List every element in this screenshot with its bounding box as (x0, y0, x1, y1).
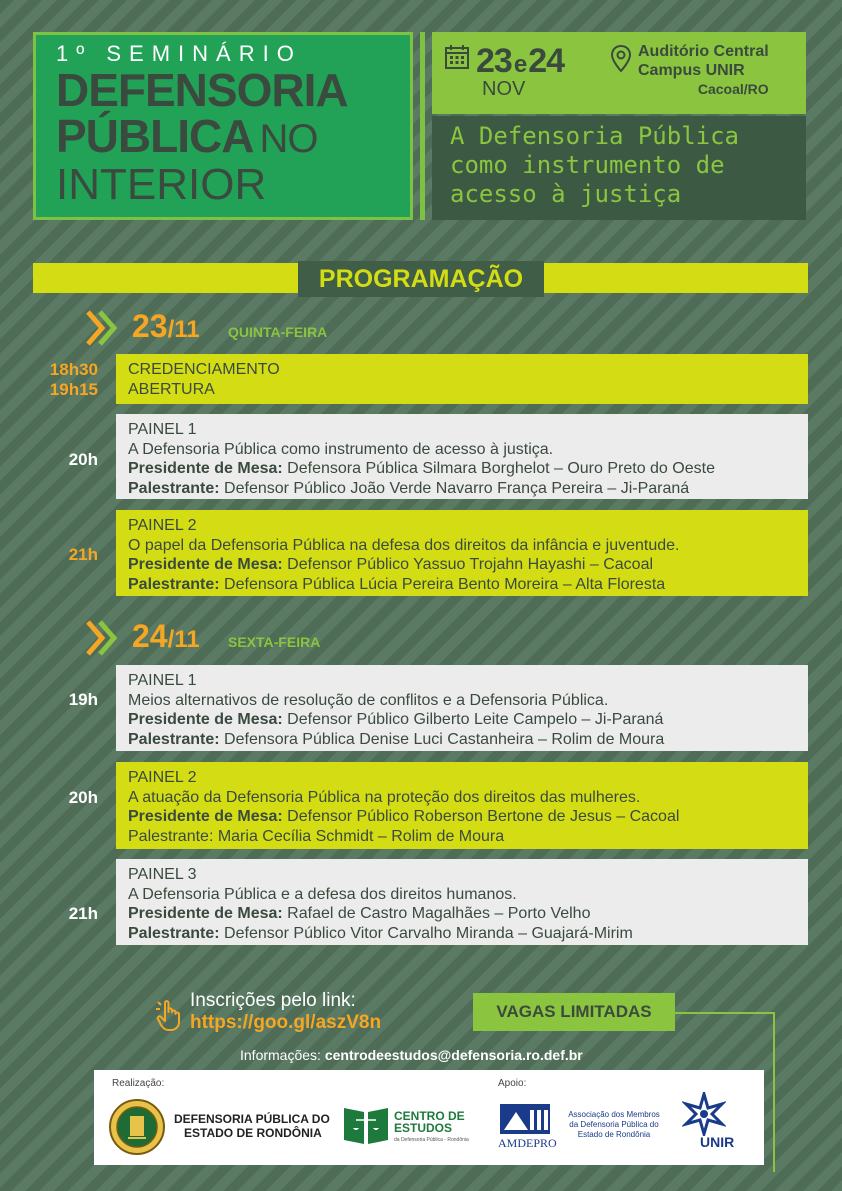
theme-line-2: como instrumento de (450, 151, 725, 179)
panel-box (116, 859, 808, 945)
unir-star-logo (682, 1092, 726, 1136)
panel-box (116, 414, 808, 499)
abertura: ABERTURA (128, 380, 215, 398)
day2-weekday: SEXTA-FEIRA (228, 634, 321, 650)
event-dates: 23e24 (476, 42, 565, 80)
panel-label: PAINEL 3 (128, 866, 197, 883)
limited-seats-badge: VAGAS LIMITADAS (473, 993, 675, 1031)
amdepro-logo (500, 1104, 550, 1134)
amdepro-description: Associação dos Membros da Defensoria Pública do Estado de Rondônia (568, 1110, 660, 1139)
venue-city: Cacoal/RO (697, 81, 769, 97)
calendar-icon (444, 44, 470, 70)
theme-line-3: acesso à justiça (450, 180, 682, 208)
edition-label: 1º SEMINÁRIO (56, 41, 302, 66)
venue-name: Auditório Central (638, 43, 769, 60)
venue-campus: Campus UNIR (638, 62, 745, 79)
registration-link[interactable]: https://goo.gl/aszV8n (190, 1012, 382, 1033)
apoio-label: Apoio: (498, 1078, 527, 1089)
panel-speaker: Palestrante: Defensora Pública Lúcia Pereira Bento Moreira – Alta Floresta (128, 575, 666, 593)
time-label: 21h (68, 545, 98, 564)
credenciamento: CREDENCIAMENTO (128, 361, 280, 378)
title-defensoria: DEFENSORIA (56, 64, 348, 116)
panel-label: PAINEL 2 (128, 769, 197, 786)
frame-line (675, 1012, 775, 1014)
panel-speaker: Palestrante: Defensor Público Vitor Carvalho Miranda – Guajará-Mirim (128, 924, 633, 942)
panel-label: PAINEL 1 (128, 672, 197, 689)
sponsor-logos (94, 1070, 764, 1165)
panel-topic: O papel da Defensoria Pública na defesa dos direitos da infância e juventude. (128, 536, 680, 554)
panel-president: Presidente de Mesa: Defensor Público Gilberto Leite Campelo – Ji-Paraná (128, 711, 664, 728)
panel-speaker: Palestrante: Defensor Público João Verde Navarro França Pereira – Ji-Paraná (128, 479, 690, 497)
divider-bar (420, 32, 425, 220)
time-label: 20h (68, 788, 98, 807)
title-interior: INTERIOR (56, 160, 267, 209)
time-label: 18h30 (49, 360, 98, 379)
double-chevron-icon (84, 308, 120, 348)
panel-speaker: Palestrante: Maria Cecília Schmidt – Rolim de Moura (128, 827, 505, 845)
date-venue-box (432, 32, 806, 114)
centro-estudos-name: CENTRO DE ESTUDOS da Defensoria Pública - Rondônia (394, 1109, 469, 1143)
realizacao-label: Realização: (112, 1078, 165, 1089)
panel-president: Presidente de Mesa: Defensora Pública Silmara Borghelot – Ouro Preto do Oeste (128, 460, 715, 477)
dpe-seal-logo (108, 1098, 166, 1156)
registration-label: Inscrições pelo link: (190, 990, 356, 1011)
theme-box (432, 116, 806, 220)
opening-box (116, 354, 808, 404)
panel-box (116, 762, 808, 849)
venue (638, 42, 769, 99)
contact-info: Informações: centrodeestudos@defensoria.ro.def.br (240, 1047, 583, 1063)
panel-topic: A Defensoria Pública como instrumento de acesso à justiça. (128, 440, 554, 458)
day1-date: 23/11 (132, 308, 200, 344)
book-scales-icon (340, 1098, 392, 1150)
time-label: 19h (68, 690, 98, 709)
dpe-name: DEFENSORIA PÚBLICA DO ESTADO DE RONDÔNIA (174, 1112, 330, 1140)
panel-label: PAINEL 2 (128, 517, 197, 534)
program-title: PROGRAMAÇÃO (298, 261, 544, 297)
panel-president: Presidente de Mesa: Defensor Público Roberson Bertone de Jesus – Cacoal (128, 808, 680, 825)
time-label: 19h15 (49, 380, 98, 399)
panel-topic: Meios alternativos de resolução de conflitos e a Defensoria Pública. (128, 691, 609, 709)
time-label: 20h (68, 450, 98, 469)
title-publica-no: PÚBLICA NO (56, 110, 318, 162)
panel-box (116, 665, 808, 751)
amdepro-name: AMDEPRO (498, 1136, 557, 1150)
frame-line (773, 1012, 775, 1172)
location-pin-icon (610, 44, 632, 74)
day2-date: 24/11 (132, 618, 200, 654)
time-label: 21h (68, 904, 98, 923)
event-month: NOV (482, 78, 526, 100)
panel-president: Presidente de Mesa: Defensor Público Yassuo Trojahn Hayashi – Cacoal (128, 556, 654, 573)
panel-president: Presidente de Mesa: Rafael de Castro Magalhães – Porto Velho (128, 905, 591, 922)
panel-topic: A Defensoria Pública e a defesa dos direitos humanos. (128, 885, 517, 903)
contact-email[interactable]: centrodeestudos@defensoria.ro.def.br (324, 1047, 583, 1063)
double-chevron-icon (84, 618, 120, 658)
panel-topic: A atuação da Defensoria Pública na proteção dos direitos das mulheres. (128, 788, 641, 806)
theme-line-1: A Defensoria Pública (450, 122, 739, 150)
day1-weekday: QUINTA-FEIRA (228, 324, 328, 340)
event-title-box (33, 32, 413, 220)
panel-box (116, 510, 808, 596)
unir-name: UNIR (700, 1134, 735, 1150)
panel-label: PAINEL 1 (128, 421, 197, 438)
pointing-hand-icon (156, 998, 184, 1032)
panel-speaker: Palestrante: Defensora Pública Denise Luci Castanheira – Rolim de Moura (128, 730, 665, 748)
